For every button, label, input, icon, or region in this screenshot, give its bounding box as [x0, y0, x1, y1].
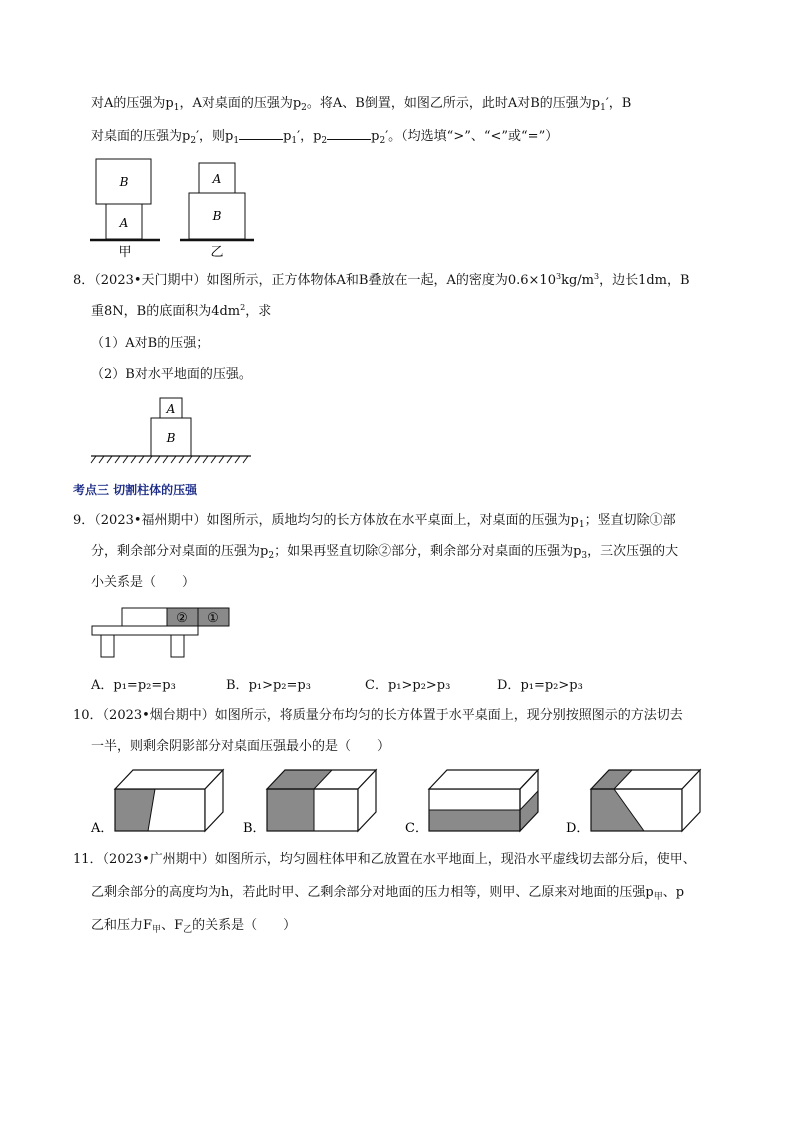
table-leg-left [101, 635, 114, 657]
option-d-figure[interactable] [566, 770, 700, 836]
q10-line2: 一半，则剩余阴影部分对桌面压强最小的是（ ） [91, 739, 391, 754]
svg-text:C．: C． [405, 821, 428, 836]
q8-item1: （1）A对B的压强； [91, 336, 210, 351]
option-a-figure[interactable] [90, 770, 223, 836]
svg-text:①: ① [207, 611, 219, 626]
q10-line1: 10．（2023•烟台期中）如图所示，将质量分布均匀的长方体置于水平桌面上，现分别按照图示的方法切去 [73, 708, 683, 723]
q9-option-c[interactable]: C．p₁>p₂>p₃ [365, 678, 451, 693]
q7-line1: 对A的压强为$p_1$，A对桌面的压强为$p_2$。将A、B倒置，如图乙所示，此时A对B的压强为$p_1'$，B [91, 96, 632, 113]
block-label-a: A [212, 172, 222, 186]
caption-yi: 乙 [210, 245, 224, 260]
q9-option-a[interactable]: A．p₁=p₂=p₃ [91, 678, 176, 693]
ground-hatching [91, 456, 248, 463]
q11-line3: 乙和压力$F_甲$、$F_乙$的关系是（ ） [91, 918, 297, 935]
option-b-figure[interactable] [243, 770, 376, 836]
q9-line3: 小关系是（ ） [91, 575, 196, 590]
q8-item2: （2）B对水平地面的压强。 [91, 367, 252, 382]
q7-figure [88, 157, 268, 262]
section-title: 考点三 切割柱体的压强 [73, 483, 198, 497]
svg-text:D．: D． [566, 821, 590, 836]
q9-line2: 分，剩余部分对桌面的压强为$p_2$；如果再竖直切除②部分，剩余部分对桌面的压强为$p_3$，三次压强的大 [91, 544, 679, 561]
svg-text:B．: B． [243, 821, 266, 836]
block-label-a: A [166, 402, 176, 416]
table-leg-right [171, 635, 184, 657]
figure-yi [180, 163, 254, 260]
block-label-b: B [119, 175, 129, 189]
caption-jia: 甲 [118, 245, 132, 260]
answer-blank-2[interactable] [327, 127, 371, 140]
svg-text:②: ② [176, 611, 188, 626]
q8-line2: 重8N，B的底面积为$4dm^2$，求 [91, 303, 272, 319]
block-label-a: A [119, 216, 129, 230]
q11-line1: 11．（2023•广州期中）如图所示，均匀圆柱体甲和乙放置在水平地面上，现沿水平虚线切去部分后，使甲、 [73, 852, 696, 867]
block-label-b: B [166, 431, 176, 445]
q8-figure [88, 395, 258, 467]
table-top [92, 626, 198, 635]
q9-figure [90, 606, 235, 661]
svg-text:A．: A． [91, 821, 114, 836]
q11-line2: 乙剩余部分的高度均为h，若此时甲、乙剩余部分对地面的压力相等，则甲、乙原来对地面的压强$p_甲$、p [91, 885, 685, 902]
q9-option-b[interactable]: B．p₁>p₂=p₃ [226, 678, 311, 693]
q9-line1: 9．（2023•福州期中）如图所示，质地均匀的长方体放在水平桌面上，对桌面的压强为$p_1$；竖直切除①部 [73, 513, 676, 530]
q10-figures [88, 766, 688, 838]
q7-line2: 对桌面的压强为$p_2'$，则$p_1$ $p_1'$，$p_2$ $p_2'$。（均选填“>”、“<”或“=”） [91, 129, 559, 146]
q9-option-d[interactable]: D．p₁=p₂>p₃ [497, 678, 583, 693]
figure-jia [90, 159, 160, 260]
answer-blank-1[interactable] [239, 127, 283, 140]
option-c-figure[interactable] [405, 770, 538, 836]
q8-line1: 8．（2023•天门期中）如图所示，正方体物体A和B叠放在一起，A的密度为$0.6\times 10^3kg/m^3$，边长1dm，B [73, 272, 690, 288]
remaining-block [122, 608, 167, 626]
block-label-b: B [212, 209, 222, 223]
